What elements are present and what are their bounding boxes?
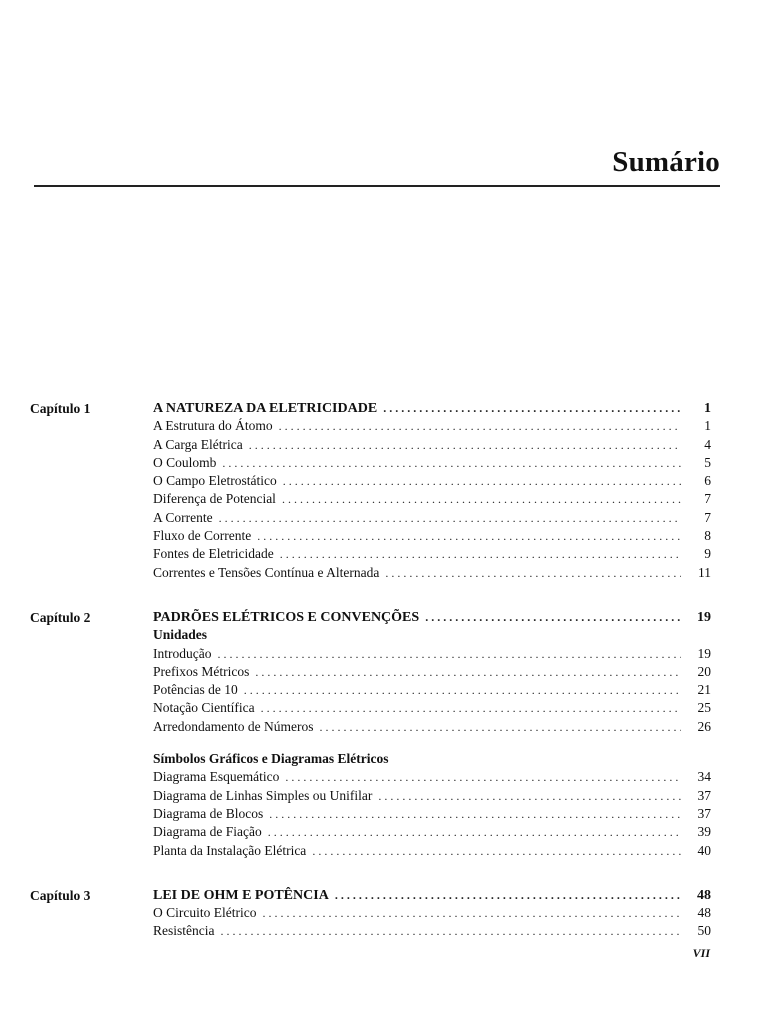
toc-entry-row bbox=[153, 490, 711, 508]
chapter-section bbox=[0, 399, 768, 582]
entry-page: 6 bbox=[704, 473, 711, 489]
entry-title: PADRÕES ELÉTRICOS E CONVENÇÕES bbox=[153, 609, 420, 625]
toc-entry-row bbox=[153, 904, 711, 922]
entry-page: 9 bbox=[704, 546, 711, 562]
leader-dots bbox=[283, 472, 681, 490]
entry-title: Unidades bbox=[153, 627, 208, 643]
leader-dots bbox=[312, 842, 681, 860]
leader-dots bbox=[262, 904, 681, 922]
toc-entry-row bbox=[153, 699, 711, 717]
leader-dots bbox=[249, 436, 681, 454]
entry-page: 37 bbox=[697, 787, 711, 803]
section-heading-row bbox=[153, 626, 711, 644]
toc-entry-row bbox=[153, 823, 711, 841]
entry-page: 1 bbox=[704, 401, 711, 416]
entry-title: Diferença de Potencial bbox=[153, 491, 276, 507]
toc-entry-row bbox=[153, 509, 711, 527]
entry-page: 5 bbox=[704, 454, 711, 470]
page-number: VII bbox=[692, 946, 710, 960]
entry-title: A NATUREZA DA ELETRICIDADE bbox=[153, 401, 378, 416]
leader-dots bbox=[255, 663, 681, 681]
toc-entry-row bbox=[153, 527, 711, 545]
entry-page: 19 bbox=[697, 645, 711, 661]
toc-entry-row bbox=[153, 472, 711, 490]
chapter-entries bbox=[153, 608, 711, 860]
leader-dots bbox=[285, 768, 681, 786]
toc-entry-row bbox=[153, 663, 711, 681]
leader-dots bbox=[385, 564, 681, 582]
entry-title: Introdução bbox=[153, 645, 212, 661]
entry-page: 7 bbox=[704, 491, 711, 507]
entry-page: 34 bbox=[697, 769, 711, 785]
toc-entry-row bbox=[153, 564, 711, 582]
entry-page: 37 bbox=[697, 805, 711, 821]
leader-dots bbox=[279, 417, 681, 435]
leader-dots bbox=[222, 454, 681, 472]
toc-entry-row bbox=[153, 842, 711, 860]
leader-dots bbox=[378, 787, 681, 805]
chapter-title-row bbox=[153, 608, 711, 626]
toc-entry-row bbox=[153, 645, 711, 663]
entry-title: Correntes e Tensões Contínua e Alternada bbox=[153, 564, 380, 580]
toc-entry-row bbox=[153, 768, 711, 786]
leader-dots bbox=[335, 886, 681, 904]
entry-title: Resistência bbox=[153, 923, 215, 939]
leader-dots bbox=[220, 922, 681, 940]
chapter-title-row bbox=[153, 399, 711, 417]
chapter-title-row bbox=[153, 886, 711, 904]
entry-title: O Circuito Elétrico bbox=[153, 905, 257, 921]
chapter-section bbox=[0, 608, 768, 860]
chapter-label: Capítulo 1 bbox=[30, 401, 91, 416]
toc-entry-row bbox=[153, 545, 711, 563]
entry-title: A Estrutura do Átomo bbox=[153, 418, 273, 434]
toc-entry-row bbox=[153, 787, 711, 805]
entry-title: Fluxo de Corrente bbox=[153, 528, 252, 544]
chapter-label: Capítulo 3 bbox=[30, 887, 91, 903]
toc-entry-row bbox=[153, 681, 711, 699]
section-heading-row bbox=[153, 750, 711, 768]
leader-dots bbox=[280, 545, 681, 563]
entry-page: 48 bbox=[697, 905, 711, 921]
leader-dots bbox=[219, 509, 681, 527]
leader-dots bbox=[261, 699, 681, 717]
entry-page: 4 bbox=[704, 436, 711, 452]
leader-dots bbox=[217, 645, 681, 663]
leader-dots bbox=[269, 805, 681, 823]
entry-title: Diagrama de Fiação bbox=[153, 824, 262, 840]
title-rule bbox=[34, 185, 720, 187]
entry-page: 26 bbox=[697, 718, 711, 734]
entry-page: 48 bbox=[697, 887, 711, 903]
entry-page: 1 bbox=[704, 418, 711, 434]
entry-title: Diagrama Esquemático bbox=[153, 769, 280, 785]
leader-dots bbox=[282, 490, 681, 508]
entry-title: Arredondamento de Números bbox=[153, 718, 314, 734]
entry-page: 7 bbox=[704, 509, 711, 525]
entry-title: Diagrama de Blocos bbox=[153, 805, 264, 821]
entry-title: Diagrama de Linhas Simples ou Unifilar bbox=[153, 787, 373, 803]
toc-entry-row bbox=[153, 436, 711, 454]
leader-dots bbox=[268, 823, 681, 841]
entry-page: 20 bbox=[697, 663, 711, 679]
leader-dots bbox=[244, 681, 681, 699]
toc-entry-row bbox=[153, 805, 711, 823]
chapter-label: Capítulo 2 bbox=[30, 609, 91, 625]
toc-entry-row bbox=[153, 922, 711, 940]
entry-title: Fontes de Eletricidade bbox=[153, 546, 274, 562]
toc-entry-row bbox=[153, 417, 711, 435]
entry-title: A Carga Elétrica bbox=[153, 436, 243, 452]
toc-entry-row bbox=[153, 718, 711, 736]
chapter-section bbox=[0, 886, 768, 941]
entry-title: Prefixos Métricos bbox=[153, 663, 250, 679]
entry-page: 19 bbox=[697, 609, 711, 625]
entry-title: Símbolos Gráficos e Diagramas Elétricos bbox=[153, 751, 389, 767]
entry-title: LEI DE OHM E POTÊNCIA bbox=[153, 887, 329, 903]
leader-dots bbox=[257, 527, 681, 545]
entry-page: 25 bbox=[697, 700, 711, 716]
page-title: Sumário bbox=[612, 146, 720, 178]
entry-title: O Campo Eletrostático bbox=[153, 473, 277, 489]
entry-title: Planta da Instalação Elétrica bbox=[153, 842, 307, 858]
entry-page: 40 bbox=[697, 842, 711, 858]
entry-title: Potências de 10 bbox=[153, 682, 238, 698]
entry-page: 11 bbox=[698, 564, 711, 580]
entry-page: 21 bbox=[697, 682, 711, 698]
chapter-entries bbox=[153, 399, 711, 582]
entry-title: O Coulomb bbox=[153, 454, 217, 470]
entry-page: 50 bbox=[697, 923, 711, 939]
entry-title: A Corrente bbox=[153, 509, 213, 525]
leader-dots bbox=[383, 399, 681, 417]
chapter-entries bbox=[153, 886, 711, 941]
table-of-contents bbox=[0, 399, 768, 941]
entry-page: 39 bbox=[697, 824, 711, 840]
leader-dots bbox=[319, 718, 681, 736]
entry-title: Notação Científica bbox=[153, 700, 255, 716]
toc-entry-row bbox=[153, 454, 711, 472]
leader-dots bbox=[425, 608, 681, 626]
spacer bbox=[153, 736, 711, 750]
entry-page: 8 bbox=[704, 528, 711, 544]
